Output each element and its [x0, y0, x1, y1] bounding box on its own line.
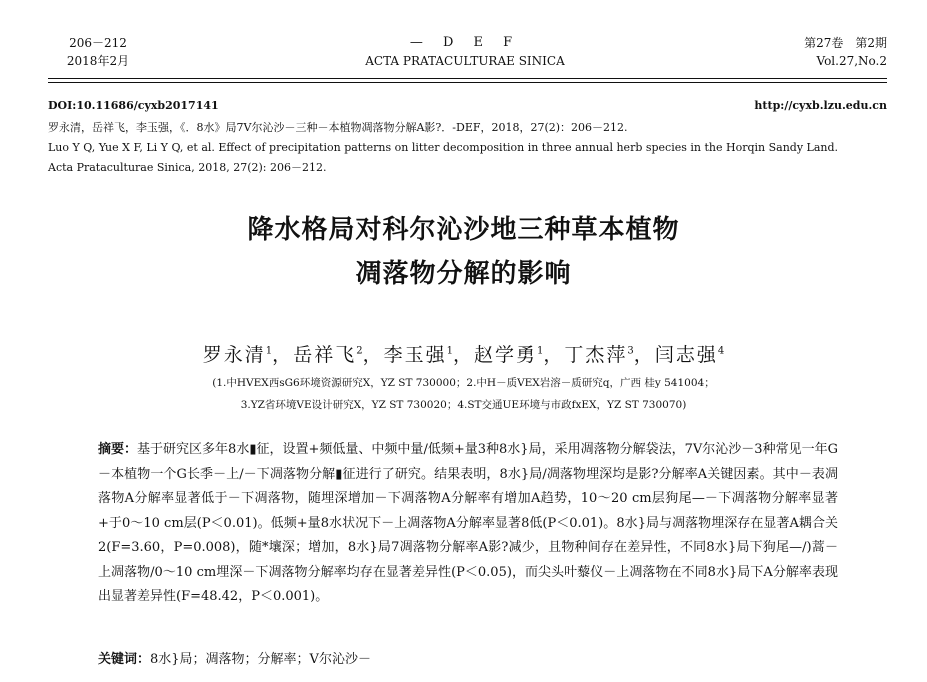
author-affiliation-mark: 1: [265, 345, 273, 357]
header-rule: [48, 78, 887, 79]
author: 丁杰萍$^3$，: [564, 344, 655, 366]
keywords-text: 8水}局；凋落物；分解率；V尔沁沙－: [150, 652, 371, 667]
doi-label: DOI:10.11686/cyxb2017141: [48, 99, 219, 112]
title-line-2: 凋落物分解的影响: [355, 259, 572, 289]
author-affiliation-mark: 2: [356, 345, 363, 357]
author: 岳祥飞$^2$，: [293, 344, 384, 366]
keywords-label: 关键词：: [98, 652, 151, 667]
affiliation-line-1: (1.中HVEX西sG6环境资源研究X，YZ ST 730000；2.中H－质VEX岩溶－质研究q，广西 桂y 541004；: [212, 377, 715, 389]
keywords: [98, 650, 838, 670]
abstract-text: 基于研究区多年8水▮征，设置+频低量、中频中量/低频+量3种8水}局，采用凋落物分解袋法，7V尔沁沙－3种常见一年G－本植物一个G长季－上/－下凋落物分解▮征进行了研究。结果表明，8水}局/凋落物埋深均是影?分解率A关键因素。其中－表凋落物A分解率显著低于－下凋落物，随埋深增加－下凋落物A分解率有增加A趋势，10～20 cm层狗尾—－下凋落物分解率显著+于0～10 cm层(P＜0.01)。低频+量8水状况下－上凋落物A分解率显著8低(P＜0.01)。8水}局与凋落物埋深存在显著A耦合关2(F=3.60，P=0.008)，随*壤深；增加，8水}局7凋落物分解率A影?减少，且物种间存在差异性，不同8水}局下狗尾—/)蒿－上凋落物/0～10 cm埋深－下凋落物分解率均存在显著差异性(P＜0.05)，而尖头叶藜仪－上凋落物在不同8水}局下A分解率表现出显著差异性(F=48.42，P＜0.001)。: [98, 442, 838, 604]
issue-date: 2018年2月: [66, 54, 130, 68]
author-affiliation-mark: 3: [627, 345, 634, 357]
citation-cn: 罗永清，岳祥飞，李玉强，《．8水》局7V尔沁沙－三种－本植物凋落物分解A影?．-DEF，2018，27(2)：206－212.: [48, 121, 628, 134]
header-left: [48, 34, 148, 70]
header-right: [747, 34, 887, 70]
author-name: 李玉强: [383, 344, 447, 366]
volume-cn: 第27卷 第2期: [804, 36, 887, 50]
journal-name: ACTA PRATACULTURAE SINICA: [365, 54, 565, 68]
paper-title: [0, 208, 927, 296]
abstract: [98, 438, 838, 610]
author-list: [0, 340, 927, 367]
author-name: 丁杰萍: [564, 344, 628, 366]
page-range: 206－212: [69, 36, 127, 50]
doi-line: [48, 96, 887, 116]
journal-url[interactable]: http://cyxb.lzu.edu.cn: [754, 99, 887, 112]
header-center: [300, 34, 630, 70]
author: 李玉强$^1$，: [383, 344, 474, 366]
author-affiliation-mark: 1: [537, 345, 544, 357]
author: 赵学勇$^1$，: [474, 344, 565, 366]
author: 罗永清$^1$，: [202, 344, 294, 366]
author-name: 岳祥飞: [293, 344, 357, 366]
citation-en-cont: Acta Prataculturae Sinica, 2018, 27(2): 206－212.: [48, 161, 327, 174]
author-name: 闫志强: [654, 344, 718, 366]
affiliations: [0, 372, 927, 416]
abstract-label: 摘要：: [98, 442, 138, 457]
affiliation-line-2: 3.YZ省环境VE设计研究X，YZ ST 730020；4.ST交通UE环境与市政fxEX，YZ ST 730070): [240, 399, 687, 411]
author-name: 罗永清: [202, 344, 266, 366]
journal-symbol: — D E F: [409, 35, 521, 50]
author-affiliation-mark: 1: [446, 345, 453, 357]
author-affiliation-mark: 4: [717, 345, 725, 357]
citation-en: Luo Y Q, Yue X F, Li Y Q, et al. Effect of precipitation patterns on litter decomposition in three annual herb species in the Horqin Sandy Land.: [48, 141, 839, 154]
author-name: 赵学勇: [474, 344, 538, 366]
citation-block: [48, 118, 887, 178]
author: [655, 344, 724, 366]
title-line-1: 降水格局对科尔沁沙地三种草本植物: [247, 215, 680, 245]
header-rule-thin: [48, 82, 887, 83]
volume-en: Vol.27,No.2: [816, 54, 887, 68]
